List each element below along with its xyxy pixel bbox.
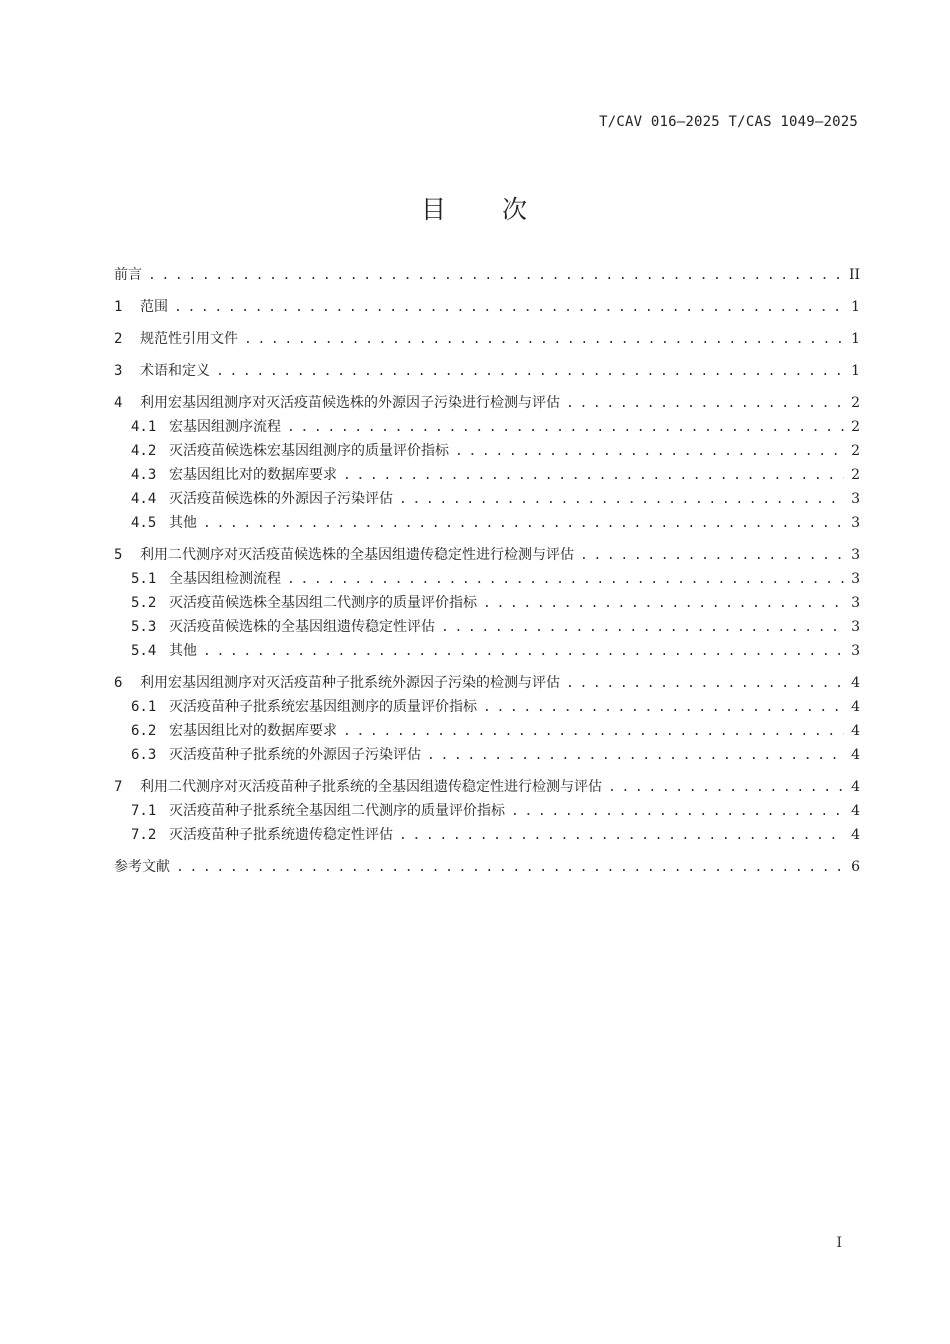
toc-entry-number: 7.2 — [131, 827, 157, 843]
dot-leader — [427, 744, 844, 768]
toc-entry-number: 4.4 — [131, 491, 157, 507]
toc-subentry[interactable] — [114, 415, 860, 439]
toc-entry-label: 参考文献 — [114, 859, 170, 875]
toc-entry-number: 4 — [114, 395, 123, 411]
toc-entry-number: 6.1 — [131, 699, 157, 715]
dot-leader — [580, 544, 844, 568]
toc-entry[interactable] — [114, 391, 860, 415]
dot-leader — [343, 464, 844, 488]
toc-entry-page: 2 — [851, 419, 860, 435]
toc-entry-label: 灭活疫苗种子批系统的外源因子污染评估 — [169, 747, 421, 763]
toc-entry-number: 6.3 — [131, 747, 157, 763]
toc-entry[interactable] — [114, 263, 860, 287]
toc-entry-page: 3 — [851, 547, 860, 563]
standard-code: T/CAV 016—2025 T/CAS 1049—2025 — [599, 114, 858, 130]
toc-entry[interactable] — [114, 671, 860, 695]
toc-entry-page: 2 — [851, 443, 860, 459]
toc-entry-number: 3 — [114, 363, 123, 379]
toc-subentry[interactable] — [114, 639, 860, 663]
dot-leader — [608, 776, 844, 800]
toc-entry-label: 术语和定义 — [140, 363, 210, 379]
toc-entry-page: 1 — [851, 331, 860, 347]
toc-entry-number: 5.4 — [131, 643, 157, 659]
toc-subentry[interactable] — [114, 511, 860, 535]
toc-entry-number: 5 — [114, 547, 123, 563]
toc-entry-label: 灭活疫苗候选株的外源因子污染评估 — [169, 491, 393, 507]
toc-subentry[interactable] — [114, 615, 860, 639]
page-title: 目 次 — [420, 195, 529, 224]
toc-entry-page: 4 — [851, 699, 860, 715]
dot-leader — [511, 800, 844, 824]
toc-entry-page: 4 — [851, 675, 860, 691]
toc-entry-number: 4.5 — [131, 515, 157, 531]
toc-entry-label: 灭活疫苗候选株的全基因组遗传稳定性评估 — [169, 619, 435, 635]
toc-entry-page: 4 — [851, 779, 860, 795]
toc-entry-number: 5.2 — [131, 595, 157, 611]
dot-leader — [174, 296, 844, 320]
dot-leader — [441, 616, 844, 640]
toc-entry-page: 3 — [851, 619, 860, 635]
dot-leader — [483, 696, 844, 720]
toc-entry-number: 1 — [114, 299, 123, 315]
toc-entry-label: 宏基因组测序流程 — [169, 419, 281, 435]
toc-entry[interactable] — [114, 327, 860, 351]
toc-entry-page: 4 — [851, 747, 860, 763]
toc-subentry[interactable] — [114, 439, 860, 463]
toc-entry-number: 5.3 — [131, 619, 157, 635]
toc-entry-label: 利用宏基因组测序对灭活疫苗候选株的外源因子污染进行检测与评估 — [140, 395, 560, 411]
dot-leader — [203, 640, 844, 664]
toc-entry-number: 4.1 — [131, 419, 157, 435]
toc-entry-label: 灭活疫苗种子批系统遗传稳定性评估 — [169, 827, 393, 843]
toc-entry-page: II — [848, 267, 860, 283]
toc-entry-page: 3 — [851, 491, 860, 507]
toc-subentry[interactable] — [114, 487, 860, 511]
toc-subentry[interactable] — [114, 567, 860, 591]
toc-entry-page: 1 — [851, 299, 860, 315]
toc-entry-page: 4 — [851, 723, 860, 739]
dot-leader — [287, 416, 844, 440]
toc-entry-page: 4 — [851, 827, 860, 843]
toc-entry-number: 7.1 — [131, 803, 157, 819]
toc-entry-label: 利用二代测序对灭活疫苗种子批系统的全基因组遗传稳定性进行检测与评估 — [140, 779, 602, 795]
dot-leader — [455, 440, 844, 464]
toc-entry[interactable] — [114, 295, 860, 319]
toc-entry-label: 灭活疫苗种子批系统宏基因组测序的质量评价指标 — [169, 699, 477, 715]
toc-entry-page: 4 — [851, 803, 860, 819]
toc-entry-page: 6 — [851, 859, 860, 875]
toc-subentry[interactable] — [114, 463, 860, 487]
toc-entry-number: 4.2 — [131, 443, 157, 459]
toc-subentry[interactable] — [114, 823, 860, 847]
toc-entry-number: 5.1 — [131, 571, 157, 587]
dot-leader — [399, 824, 844, 848]
toc-entry-label: 宏基因组比对的数据库要求 — [169, 467, 337, 483]
toc-entry-label: 灭活疫苗种子批系统全基因组二代测序的质量评价指标 — [169, 803, 505, 819]
toc-entry-label: 利用二代测序对灭活疫苗候选株的全基因组遗传稳定性进行检测与评估 — [140, 547, 574, 563]
toc-entry-label: 其他 — [169, 515, 197, 531]
toc-entry-label: 全基因组检测流程 — [169, 571, 281, 587]
toc-entry-label: 规范性引用文件 — [140, 331, 238, 347]
toc-subentry[interactable] — [114, 799, 860, 823]
dot-leader — [343, 720, 844, 744]
table-of-contents — [114, 263, 860, 879]
toc-entry[interactable] — [114, 359, 860, 383]
toc-entry-page: 1 — [851, 363, 860, 379]
toc-subentry[interactable] — [114, 719, 860, 743]
toc-entry-number: 6.2 — [131, 723, 157, 739]
dot-leader — [566, 392, 844, 416]
toc-entry-number: 2 — [114, 331, 123, 347]
toc-subentry[interactable] — [114, 591, 860, 615]
toc-entry-label: 前言 — [114, 267, 142, 283]
dot-leader — [483, 592, 844, 616]
toc-entry-page: 2 — [851, 467, 860, 483]
toc-subentry[interactable] — [114, 743, 860, 767]
toc-entry-label: 范围 — [140, 299, 168, 315]
toc-entry-number: 6 — [114, 675, 123, 691]
toc-entry-number: 7 — [114, 779, 123, 795]
toc-entry-label: 其他 — [169, 643, 197, 659]
toc-entry[interactable] — [114, 855, 860, 879]
toc-entry-page: 3 — [851, 571, 860, 587]
toc-entry-label: 利用宏基因组测序对灭活疫苗种子批系统外源因子污染的检测与评估 — [140, 675, 560, 691]
toc-entry-label: 灭活疫苗候选株全基因组二代测序的质量评价指标 — [169, 595, 477, 611]
toc-entry-page: 3 — [851, 595, 860, 611]
page-number: I — [836, 1235, 842, 1251]
dot-leader — [566, 672, 844, 696]
toc-entry-number: 4.3 — [131, 467, 157, 483]
toc-entry-page: 2 — [851, 395, 860, 411]
dot-leader — [287, 568, 844, 592]
dot-leader — [399, 488, 844, 512]
dot-leader — [148, 264, 843, 288]
dot-leader — [244, 328, 844, 352]
toc-entry[interactable] — [114, 543, 860, 567]
toc-entry-page: 3 — [851, 643, 860, 659]
toc-subentry[interactable] — [114, 695, 860, 719]
dot-leader — [216, 360, 844, 384]
toc-entry-label: 灭活疫苗候选株宏基因组测序的质量评价指标 — [169, 443, 449, 459]
toc-entry[interactable] — [114, 775, 860, 799]
toc-entry-page: 3 — [851, 515, 860, 531]
dot-leader — [176, 856, 844, 880]
dot-leader — [203, 512, 844, 536]
toc-entry-label: 宏基因组比对的数据库要求 — [169, 723, 337, 739]
